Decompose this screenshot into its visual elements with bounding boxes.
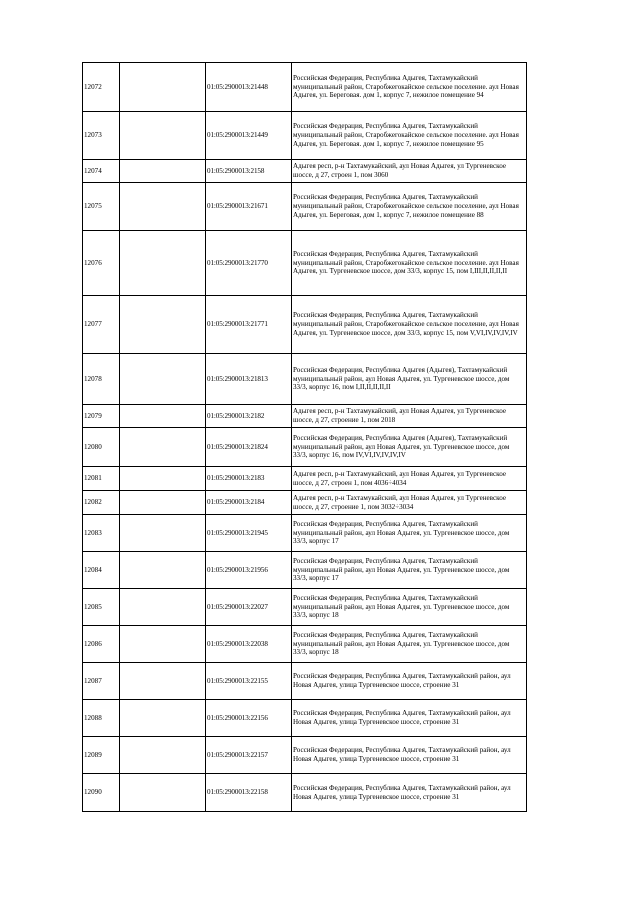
row-number-cell: 12087 [83,663,120,700]
row-number-cell: 12072 [83,63,120,112]
address-text: Российская Федерация, Республика Адыгея, Тахтамукайский район, аул Новая Адыгея, улица Тургеневское шоссе, строение 31 [293,672,511,689]
row-number-cell: 12077 [83,296,120,354]
address-text: Российская Федерация, Республика Адыгея (Адыгея), Тахтамукайский муниципальный район, аул Новая Адыгея, ул. Тургеневское шоссе, дом 33/3, корпус 16, пом IV,VI,IV,IV,IV,IV [293,433,510,460]
table-row [83,428,527,467]
address-cell [292,737,527,774]
row-number-cell: 12074 [83,160,120,183]
row-number-cell: 12088 [83,700,120,737]
address-cell [292,63,527,112]
address-text: Адыгея респ, р-н Тахтамукайский, аул Новая Адыгея, ул Тургеневское шоссе, д 27, строение 1, пом 3032÷3034 [293,493,506,511]
cadastral-number-cell: 01:05:2900013:22157 [206,737,292,774]
row-number-cell: 12076 [83,231,120,296]
table-row [83,626,527,663]
table-row [83,231,527,296]
cadastral-number-cell: 01:05:2900013:21671 [206,183,292,231]
cadastral-number-cell: 01:05:2900013:22027 [206,589,292,626]
address-text: Российская Федерация, Республика Адыгея, Тахтамукайский муниципальный район, аул Новая Адыгея, ул. Тургеневское шоссе, дом 33/3, корпус 17 [293,519,510,546]
table-row [83,63,527,112]
empty-cell [120,405,206,428]
address-cell [292,491,527,515]
cadastral-number-cell: 01:05:2900013:21770 [206,231,292,296]
table-row [83,515,527,552]
empty-cell [120,700,206,737]
address-cell [292,626,527,663]
table-row [83,354,527,405]
empty-cell [120,491,206,515]
address-text: Российская Федерация, Республика Адыгея, Тахтамукайский район, аул Новая Адыгея, улица Тургеневское шоссе, строение 31 [293,746,511,763]
cadastral-number-cell: 01:05:2900013:22156 [206,700,292,737]
cadastral-number-cell: 01:05:2900013:21771 [206,296,292,354]
row-number-cell: 12084 [83,552,120,589]
cadastral-number-cell: 01:05:2900013:21813 [206,354,292,405]
address-cell [292,354,527,405]
empty-cell [120,589,206,626]
cadastral-number-cell: 01:05:2900013:21956 [206,552,292,589]
registry-table [82,62,527,812]
address-text: Российская Федерация, Республика Адыгея, Тахтамукайский муниципальный район, аул Новая Адыгея, ул. Тургеневское шоссе, дом 33/3, корпус 17 [293,556,510,583]
table-row [83,737,527,774]
row-number-cell: 12083 [83,515,120,552]
address-cell [292,552,527,589]
empty-cell [120,428,206,467]
empty-cell [120,737,206,774]
row-number-cell: 12080 [83,428,120,467]
address-cell [292,663,527,700]
table-row [83,774,527,812]
address-text: Российская Федерация, Республика Адыгея, Тахтамукайский муниципальный район, Старобжегокайское сельское поселение, аул Новая Адыгея, ул. Береговая, дом 1, корпус 7, нежилое помещение 88 [293,193,519,219]
empty-cell [120,774,206,812]
address-text: Российская Федерация, Республика Адыгея, Тахтамукайский район, аул Новая Адыгея, улица Тургеневское шоссе, строение 31 [293,783,511,801]
row-number-cell: 12085 [83,589,120,626]
address-cell [292,231,527,296]
empty-cell [120,467,206,491]
row-number-cell: 12078 [83,354,120,405]
empty-cell [120,112,206,160]
cadastral-number-cell: 01:05:2900013:2183 [206,467,292,491]
address-cell [292,774,527,812]
address-cell [292,160,527,183]
empty-cell [120,160,206,183]
table-row [83,183,527,231]
empty-cell [120,354,206,405]
table-row [83,589,527,626]
address-cell [292,405,527,428]
row-number-cell: 12081 [83,467,120,491]
cadastral-number-cell: 01:05:2900013:2184 [206,491,292,515]
address-text: Российская Федерация, Республика Адыгея, Тахтамукайский муниципальный район, Старобжегокайское сельское поселение. аул Новая Адыгея, ул. Береговая. дом 1, корпус 7, нежилое помещение 94 [293,73,519,100]
address-cell [292,589,527,626]
cadastral-number-cell: 01:05:2900013:21824 [206,428,292,467]
table-row [83,296,527,354]
address-cell [292,428,527,467]
address-text: Адыгея респ, р-н Тахтамукайский, аул Новая Адыгея, ул Тургеневское шоссе, д 27, строен 1, пом 3060 [293,162,506,179]
empty-cell [120,663,206,700]
row-number-cell: 12075 [83,183,120,231]
address-cell [292,296,527,354]
table-row [83,491,527,515]
row-number-cell: 12082 [83,491,120,515]
address-cell [292,700,527,737]
address-cell [292,515,527,552]
cadastral-number-cell: 01:05:2900013:21945 [206,515,292,552]
address-text: Адыгея респ, р-н Тахтамукайский, аул Новая Адыгея, ул Тургеневское шоссе, д 27, строение 1, пом 2018 [293,407,506,424]
row-number-cell: 12090 [83,774,120,812]
address-text: Российская Федерация, Республика Адыгея, Тахтамукайский муниципальный район, Старобжегокайское сельское поселение, аул Новая Адыгея, ул. Тургеневское шоссе, дом 33/3, корпус 15, пом V,VI,IV,IV,IV,IV [293,311,519,337]
address-cell [292,112,527,160]
registry-table-body [83,63,527,812]
cadastral-number-cell: 01:05:2900013:21449 [206,112,292,160]
address-cell [292,183,527,231]
cadastral-number-cell: 01:05:2900013:22155 [206,663,292,700]
table-row [83,663,527,700]
table-row [83,405,527,428]
empty-cell [120,231,206,296]
address-text: Адыгея респ, р-н Тахтамукайский, аул Новая Адыгея, ул Тургеневское шоссе, д 27, строен 1, пом 4036÷4034 [293,469,506,487]
address-text: Российская Федерация, Республика Адыгея, Тахтамукайский муниципальный район, Старобжегокайское сельское поселение. аул Новая Адыгея, ул. Тургеневское шоссе, дом 33/3, корпус 15, пом I,III,II,II,II,II [293,249,519,276]
table-row [83,160,527,183]
empty-cell [120,63,206,112]
address-text: Российская Федерация, Республика Адыгея, Тахтамукайский муниципальный район, аул Новая Адыгея, ул. Тургеневское шоссе, дом 33/3, корпус 18 [293,630,510,657]
empty-cell [120,183,206,231]
table-row [83,700,527,737]
row-number-cell: 12073 [83,112,120,160]
address-text: Российская Федерация, Республика Адыгея, Тахтамукайский район, аул Новая Адыгея, улица Тургеневское шоссе, строение 31 [293,709,511,726]
address-text: Российская Федерация, Республика Адыгея (Адыгея), Тахтамукайский муниципальный район, аул Новая Адыгея, ул. Тургеневское шоссе, дом 33/3, корпус 16, пом I,II,II,II,II,II [293,365,510,392]
row-number-cell: 12086 [83,626,120,663]
cadastral-number-cell: 01:05:2900013:22038 [206,626,292,663]
table-row [83,552,527,589]
cadastral-number-cell: 01:05:2900013:22158 [206,774,292,812]
table-row [83,112,527,160]
row-number-cell: 12089 [83,737,120,774]
empty-cell [120,515,206,552]
cadastral-number-cell: 01:05:2900013:2182 [206,405,292,428]
row-number-cell: 12079 [83,405,120,428]
address-cell [292,467,527,491]
empty-cell [120,626,206,663]
empty-cell [120,296,206,354]
cadastral-number-cell: 01:05:2900013:2158 [206,160,292,183]
table-row [83,467,527,491]
empty-cell [120,552,206,589]
address-text: Российская Федерация, Республика Адыгея, Тахтамукайский муниципальный район, Старобжегокайское сельское поселение. аул Новая Адыгея, ул. Береговая. дом 1, корпус 7, нежилое помещение 95 [293,122,519,148]
address-text: Российская Федерация, Республика Адыгея, Тахтамукайский муниципальный район, аул Новая Адыгея, ул. Тургеневское шоссе, дом 33/3, корпус 18 [293,593,510,620]
cadastral-number-cell: 01:05:2900013:21448 [206,63,292,112]
